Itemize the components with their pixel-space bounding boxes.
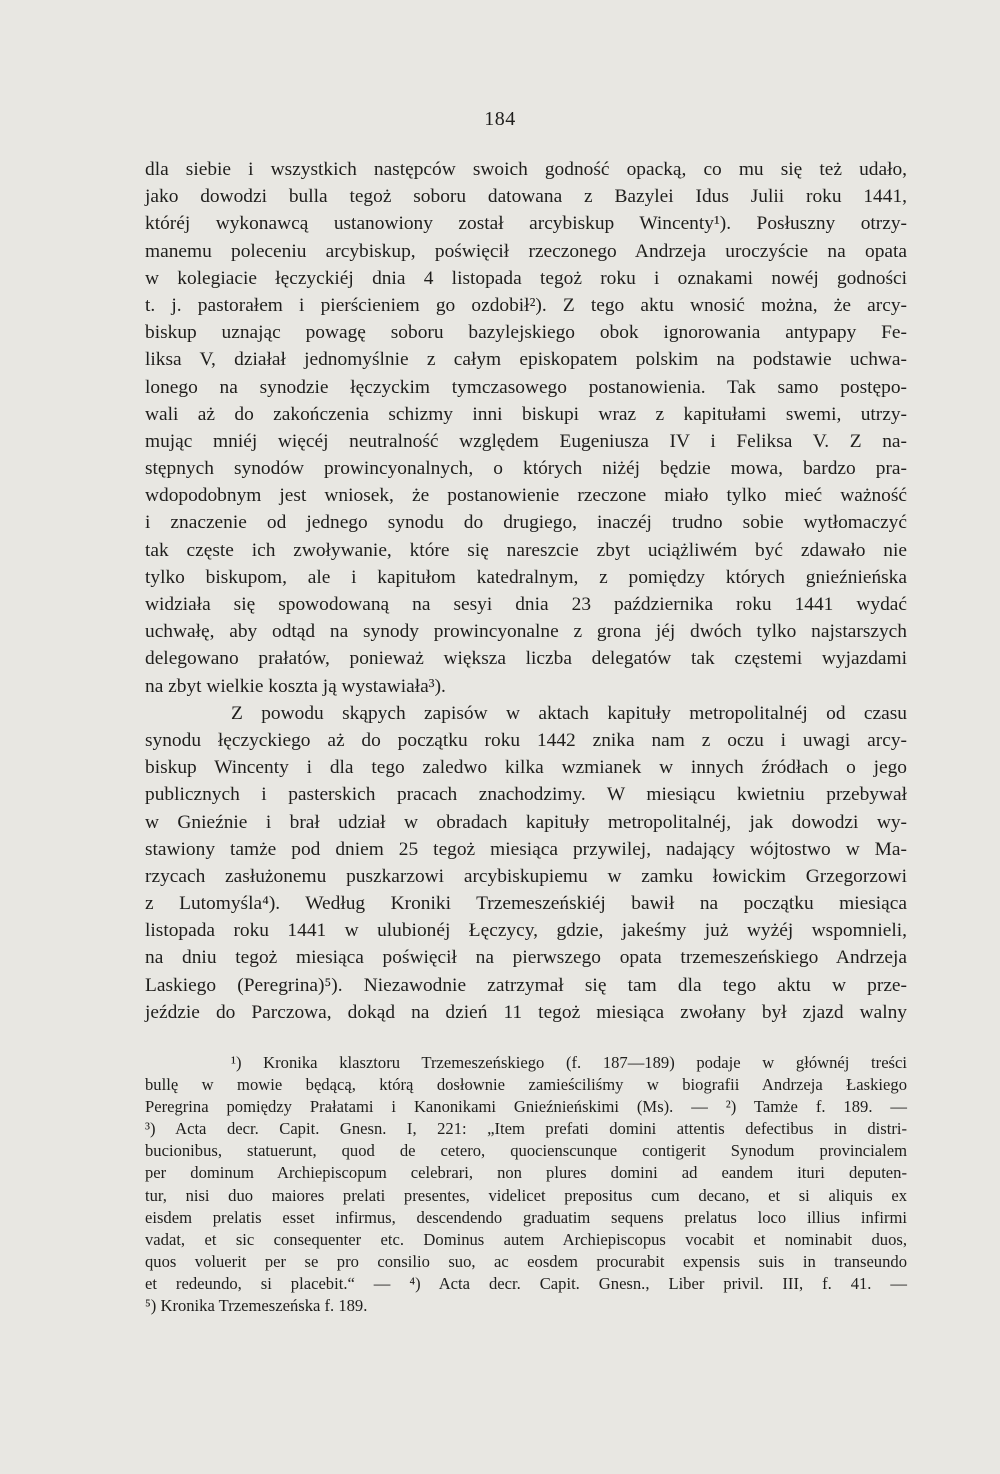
text-line: Laskiego (Peregrina)⁵). Niezawodnie zatrzymał się tam dla tego aktu w prze- [145, 974, 907, 996]
text-line: publicznych i pasterskich pracach znachodzimy. W miesiącu kwietniu przebywał [145, 784, 907, 806]
text-line: t. j. pastorałem i pierścieniem go ozdobił²). Z tego aktu wnosić można, że arcy- [145, 294, 907, 316]
text-line: w kolegiacie łęczyckiéj dnia 4 listopada tegoż roku i oznakami nowéj godności [145, 267, 907, 289]
text-line: biskup uznając powagę soboru bazylejskiego obok ignorowania antypapy Fe- [145, 322, 907, 344]
text-line: uchwałę, aby odtąd na synody prowincyonalne z grona jéj dwóch tylko najstarszych [145, 621, 907, 643]
text-line: synodu łęczyckiego aż do początku roku 1442 znika nam z oczu i uwagi arcy- [145, 729, 907, 751]
footnote-line: bullę w mowie będącą, którą dosłownie zamieściliśmy w biografii Andrzeja Łaskiego [145, 1075, 907, 1095]
footnote-line: eisdem prelatis esset infirmus, descendendo graduatim sequens prelatus loco illius infirmi [145, 1207, 907, 1227]
text-line: biskup Wincenty i dla tego zaledwo kilka wzmianek w innych źródłach o jego [145, 757, 907, 779]
text-line: na dniu tegoż miesiąca poświęcił na pierwszego opata trzemeszeńskiego Andrzeja [145, 947, 907, 969]
text-line: z Lutomyśla⁴). Według Kroniki Trzemeszeńskiéj bawił na początku miesiąca [145, 893, 907, 915]
text-line: jeździe do Parczowa, dokąd na dzień 11 tegoż miesiąca zwołany był zjazd walny [145, 1001, 907, 1023]
text-line: manemu poleceniu arcybiskup, poświęcił rzeczonego Andrzeja uroczyście na opata [145, 240, 907, 262]
text-line: mując mniéj więcéj neutralność względem Eugeniusza IV i Feliksa V. Z na- [145, 430, 907, 452]
text-line: stawiony tamże pod dniem 25 tegoż miesiąca przywilej, nadający wójtostwo w Ma- [145, 838, 907, 860]
footnote-line: ¹) Kronika klasztoru Trzemeszeńskiego (f. 187—189) podaje w głównéj treści [231, 1053, 907, 1072]
footnote-line: et redeundo, si placebit.“ — ⁴) Acta decr. Capit. Gnesn., Liber privil. III, f. 41. — [145, 1273, 907, 1293]
text-line: w Gnieźnie i brał udział w obradach kapituły metropolitalnéj, jak dowodzi wy- [145, 811, 907, 833]
body-text [145, 156, 907, 1026]
text-line: jako dowodzi bulla tegoż soboru datowana z Bazylei Idus Julii roku 1441, [145, 186, 907, 208]
text-line: na zbyt wielkie koszta ją wystawiała³). [145, 675, 446, 697]
text-line: rzycach zasłużonemu puszkarzowi arcybiskupiemu w zamku łowickim Grzegorzowi [145, 865, 907, 887]
text-line: wdopodobnym jest wniosek, że postanowienie rzeczone miało tylko mieć ważność [145, 485, 907, 507]
footnote-line: bucionibus, statuerunt, quod de cetero, quocienscunque contigerit Synodum provincialem [145, 1141, 907, 1161]
text-line: delegowano prałatów, ponieważ większa liczba delegatów tak częstemi wyjazdami [145, 648, 907, 670]
page-number: 184 [484, 108, 516, 130]
text-line: stępnych synodów prowincyonalnych, o których niżéj będzie mowa, bardzo pra- [145, 458, 907, 480]
footnote-line: ⁵) Kronika Trzemeszeńska f. 189. [145, 1296, 368, 1316]
footnote-line: Peregrina pomiędzy Prałatami i Kanonikami Gnieźnieńskimi (Ms). — ²) Tamże f. 189. — [145, 1097, 907, 1117]
text-line: liksa V, działał jednomyślnie z całym episkopatem polskim na podstawie uchwa- [145, 349, 907, 371]
footnote-line: vadat, et sic consequenter etc. Dominus autem Archiepiscopus vocabit et nominabit duos, [145, 1229, 907, 1249]
text-line: dla siebie i wszystkich następców swoich godność opacką, co mu się też udało, [145, 159, 907, 180]
text-line: lonego na synodzie łęczyckim tymczasowego postanowienia. Tak samo postępo- [145, 376, 907, 398]
footnotes [145, 1052, 907, 1317]
text-line: któréj wykonawcą ustanowiony został arcybiskup Wincenty¹). Posłuszny otrzy- [145, 213, 907, 235]
footnote-line: tur, nisi duo maiores prelati presentes, videlicet prepositus cum decano, et si aliquis ex [145, 1185, 907, 1205]
footnote-line: quos voluerit per se pro consilio suo, ac eosdem procurabit expensis suis in transeundo [145, 1251, 907, 1271]
text-line: tak częste ich zwoływanie, które się nareszcie zbyt uciążliwém być zdawało nie [145, 539, 907, 561]
footnote-line: per dominum Archiepiscopum celebrari, non plures domini ad eandem ituri deputen- [145, 1163, 907, 1183]
text-line: Z powodu skąpych zapisów w aktach kapituły metropolitalnéj od czasu [231, 702, 907, 724]
text-line: i znaczenie od jednego synodu do drugiego, inaczéj trudno sobie wytłomaczyć [145, 512, 907, 534]
footnote-line: ³) Acta decr. Capit. Gnesn. I, 221: „Item prefati domini attentis defectibus in distri- [145, 1119, 907, 1139]
text-line: tylko biskupom, ale i kapitułom katedralnym, z pomiędzy których gnieźnieńska [145, 566, 907, 588]
text-line: wali aż do zakończenia schizmy inni biskupi wraz z kapitułami swemi, utrzy- [145, 403, 907, 425]
text-line: listopada roku 1441 w ulubionéj Łęczycy, gdzie, jakeśmy już wyżéj wspomnieli, [145, 920, 907, 942]
text-line: widziała się spowodowaną na sesyi dnia 23 października roku 1441 wydać [145, 594, 907, 615]
